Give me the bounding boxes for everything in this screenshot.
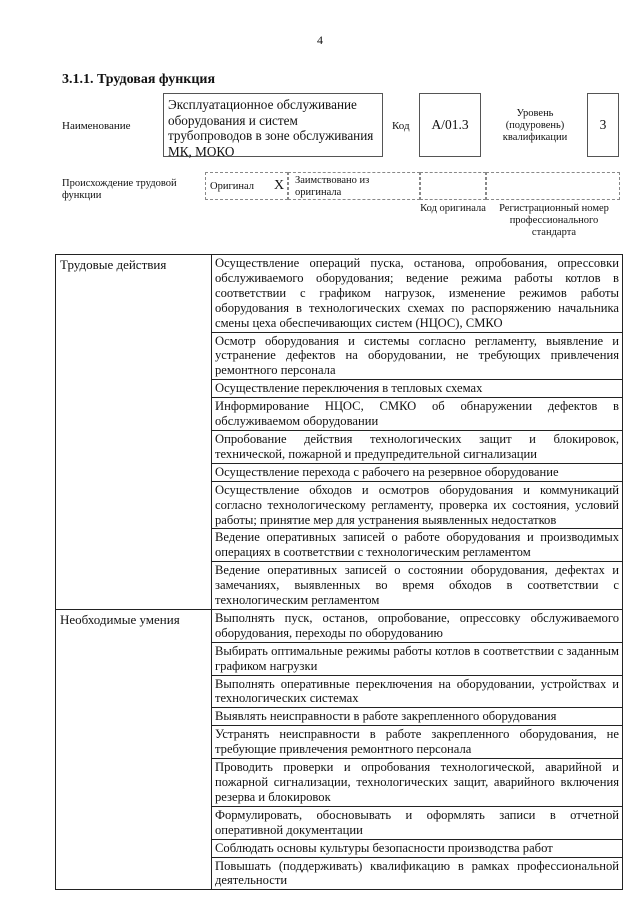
list-item: Выбирать оптимальные режимы работы котлов в соответствии с заданным графиком нагрузки xyxy=(212,643,622,676)
function-table xyxy=(55,254,623,890)
list-item: Осуществление перехода с рабочего на резервное оборудование xyxy=(212,464,622,482)
table-row xyxy=(56,609,623,889)
level-box: 3 xyxy=(587,93,619,157)
code-label: Код xyxy=(392,120,410,132)
level-label: Уровень (подуровень) квалификации xyxy=(502,108,568,143)
original-label: Оригинал xyxy=(210,181,254,192)
list-item: Ведение оперативных записей о работе оборудования и производимых операциях в соответствии с технологическим регламентом xyxy=(212,529,622,562)
function-code-box: A/01.3 xyxy=(419,93,481,157)
category-labour-actions: Трудовые действия xyxy=(56,255,212,610)
reg-number-label: Регистрационный номер профессионального стандарта xyxy=(499,203,609,238)
section-heading: 3.1.1. Трудовая функция xyxy=(62,72,216,87)
name-label: Наименование xyxy=(62,120,131,132)
original-code-box xyxy=(420,172,486,200)
skills-list xyxy=(212,609,623,889)
original-code-label: Код оригинала xyxy=(420,203,486,214)
list-item: Выполнять оперативные переключения на оборудовании, устройствах и технологических системах xyxy=(212,676,622,709)
table-row xyxy=(56,255,623,610)
original-cell xyxy=(205,172,288,200)
list-item: Выявлять неисправности в работе закрепленного оборудования xyxy=(212,708,622,726)
original-mark: X xyxy=(274,178,285,193)
list-item: Проводить проверки и опробования технологической, аварийной и пожарной сигнализации, технологических защит, аварийного включения резерва и блокировок xyxy=(212,759,622,807)
list-item: Формулировать, обосновывать и оформлять записи в отчетной оперативной документации xyxy=(212,807,622,840)
list-item: Опробование действия технологических защит и блокировок, технической, пожарной и предупредительной сигнализации xyxy=(212,431,622,464)
list-item: Повышать (поддерживать) квалификацию в рамках профессиональной деятельности xyxy=(215,858,619,888)
list-item: Осмотр оборудования и системы согласно регламенту, выявление и устранение дефектов на оборудовании, не требующих привлечения ремонтного персонала xyxy=(212,333,622,381)
labour-actions-list xyxy=(212,255,623,610)
list-item: Выполнять пуск, останов, опробование, опрессовку обслуживаемого оборудования, переходы по оборудованию xyxy=(212,610,622,643)
category-skills: Необходимые умения xyxy=(56,609,212,889)
list-item: Осуществление переключения в тепловых схемах xyxy=(212,380,622,398)
list-item: Соблюдать основы культуры безопасности производства работ xyxy=(212,840,622,858)
list-item: Устранять неисправности в работе закрепленного оборудования, не требующие привлечения ремонтного персонала xyxy=(212,726,622,759)
list-item: Информирование НЦОС, СМКО об обнаружении дефектов в обслуживаемом оборудовании xyxy=(212,398,622,431)
list-item: Ведение оперативных записей о состоянии оборудования, дефектах и замечаниях, выявленных во время обходов в соответствии с технологическим регламентом xyxy=(215,563,619,608)
page-number: 4 xyxy=(317,33,323,47)
list-item: Осуществление обходов и осмотров оборудования и коммуникаций согласно технологическому регламенту, проверка их состояния, условий работы; принятие мер для устранения выявленных недостатков xyxy=(212,482,622,530)
borrowed-cell xyxy=(288,172,420,200)
origin-label: Происхождение трудовой функции xyxy=(62,178,177,201)
reg-number-box xyxy=(486,172,620,200)
function-name-box: Эксплуатационное обслуживание оборудования и систем трубопроводов в зоне обслуживания МК, МОКО xyxy=(163,93,383,157)
list-item: Осуществление операций пуска, останова, опробования, опрессовки обслуживаемого оборудования; ведение режима работы котлов в соответствии с графиком нагрузок, изменение режимов работы оборудования в технологических схемах по распоряжению начальника смены цеха обеспечивающих систем (НЦОС), СМКО xyxy=(212,255,622,333)
borrowed-label: Заимствовано из оригинала xyxy=(295,175,370,198)
